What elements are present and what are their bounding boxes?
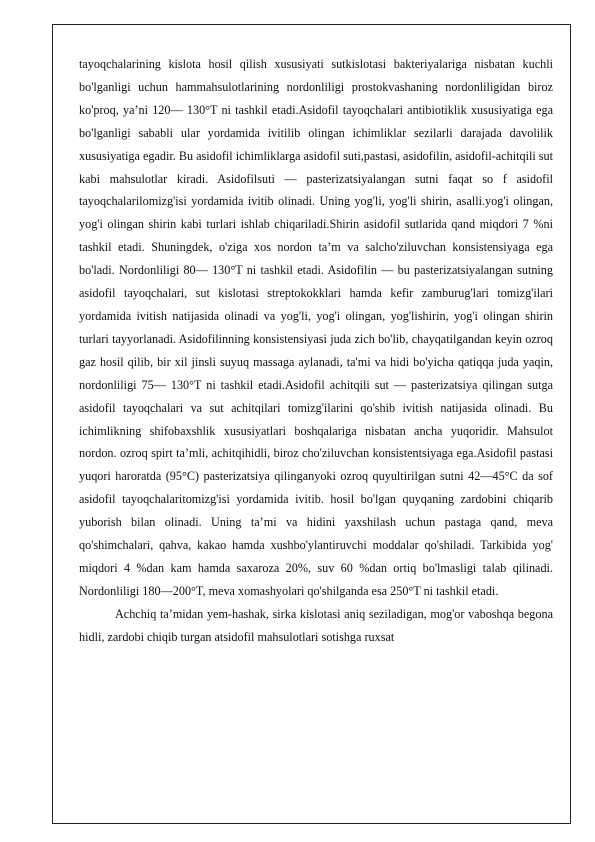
document-body	[79, 53, 553, 649]
paragraph-acidophilus: tayoqchalarining kislota hosil qilish xususiyati sutkislotasi bakteriyalariga nisbatan kuchli bo'lganligi uchun hammahsulotlarining nordonliligi prostokvashaning nordonliligidan biroz ko'proq, ya’ni 120— 130°T ni tashkil etadi.Asidofil tayoqchalari antibiotiklik xususiyatiga ega bo'lganligi sababli ular yordamida ivitilib olingan ichimliklar sezilarli darajada davolilik xususiyatiga egadir. Bu asidofil ichimliklarga asidofil suti,pastasi, asidofilin, asidofil-achitqili sut kabi mahsulotlar kiradi. Asidofilsuti — pasterizatsiyalangan sutni faqat so f asidofil tayoqchalarilomizg'isi yordamida ivitib olinadi. Uning yog'li, yog'li shirin, asalli.yog'i olingan, yog'i olingan shirin kabi turlari ishlab chiqariladi.Shirin asidofil sutlarida qand miqdori 7 %ni tashkil etadi. Shuningdek, o'ziga xos nordon ta’m va salcho'ziluvchan konsistensiyaga ega bo'ladi. Nordonliligi 80— 130°T ni tashkil etadi. Asidofilin — bu pasterizatsiyalangan sutning asidofil tayoqchalari, sut kislotasi streptokokklari hamda kefir zamburug'lari tomizg'ilari yordamida ivitish natijasida olinadi va yog'li, yog'i olingan, yog'lishirin, yog'i olingan shirin turlari tayyorlanadi. Asidofilinning konsistensiyasi juda zich bo'lib, chayqatilgandan keyin ozroq gaz hosil qilib, bir xil jinsli suyuq massaga aylanadi, ta'mi va hidi bo'yicha qatiqqa juda yaqin, nordonliligi 75— 130°T ni tashkil etadi.Asidofil achitqili sut — pasterizatsiya qilingan sutga asidofil tayoqchalari va sut achitqilari tomizg'ilarini qo'shib ivitish natijasida olinadi. Bu ichimlikning shifobaxshlik xususiyatlari boshqalariga nisbatan ancha yuqoridir. Mahsulot nordon. ozroq spirt ta’mli, achitqihidli, biroz cho'ziluvchan konsistentsiyaga ega.Asidofil pastasi yuqori haroratda (95°C) pasterizatsiya qilinganyoki ozroq quyultirilgan sutni 42—45°C da sof asidofil tayoqchalaritomizg'isi yordamida ivitib. hosil bo'lgan quyqaning zardobini chiqarib yuborish bilan olinadi. Uning ta’mi va hidini yaxshilash uchun pastaga qand, meva qo'shimchalari, qahva, kakao hamda xushbo'ylantiruvchi moddalar qo'shiladi. Tarkibida yog' miqdori 4 %dan kam hamda saxaroza 20%, suv 60 %dan ortiq bo'lmasligi talab qilinadi. Nordonliligi 180—200°T, meva xomashyolari qo'shilganda esa 250°T ni tashkil etadi.	[79, 57, 554, 598]
paragraph-quality-requirements: Achchiq ta’midan yem-hashak, sirka kislotasi aniq seziladigan, mog'or vaboshqa begona hidli, zardobi chiqib turgan atsidofil mahsulotlari sotishga ruxsat	[79, 606, 553, 644]
